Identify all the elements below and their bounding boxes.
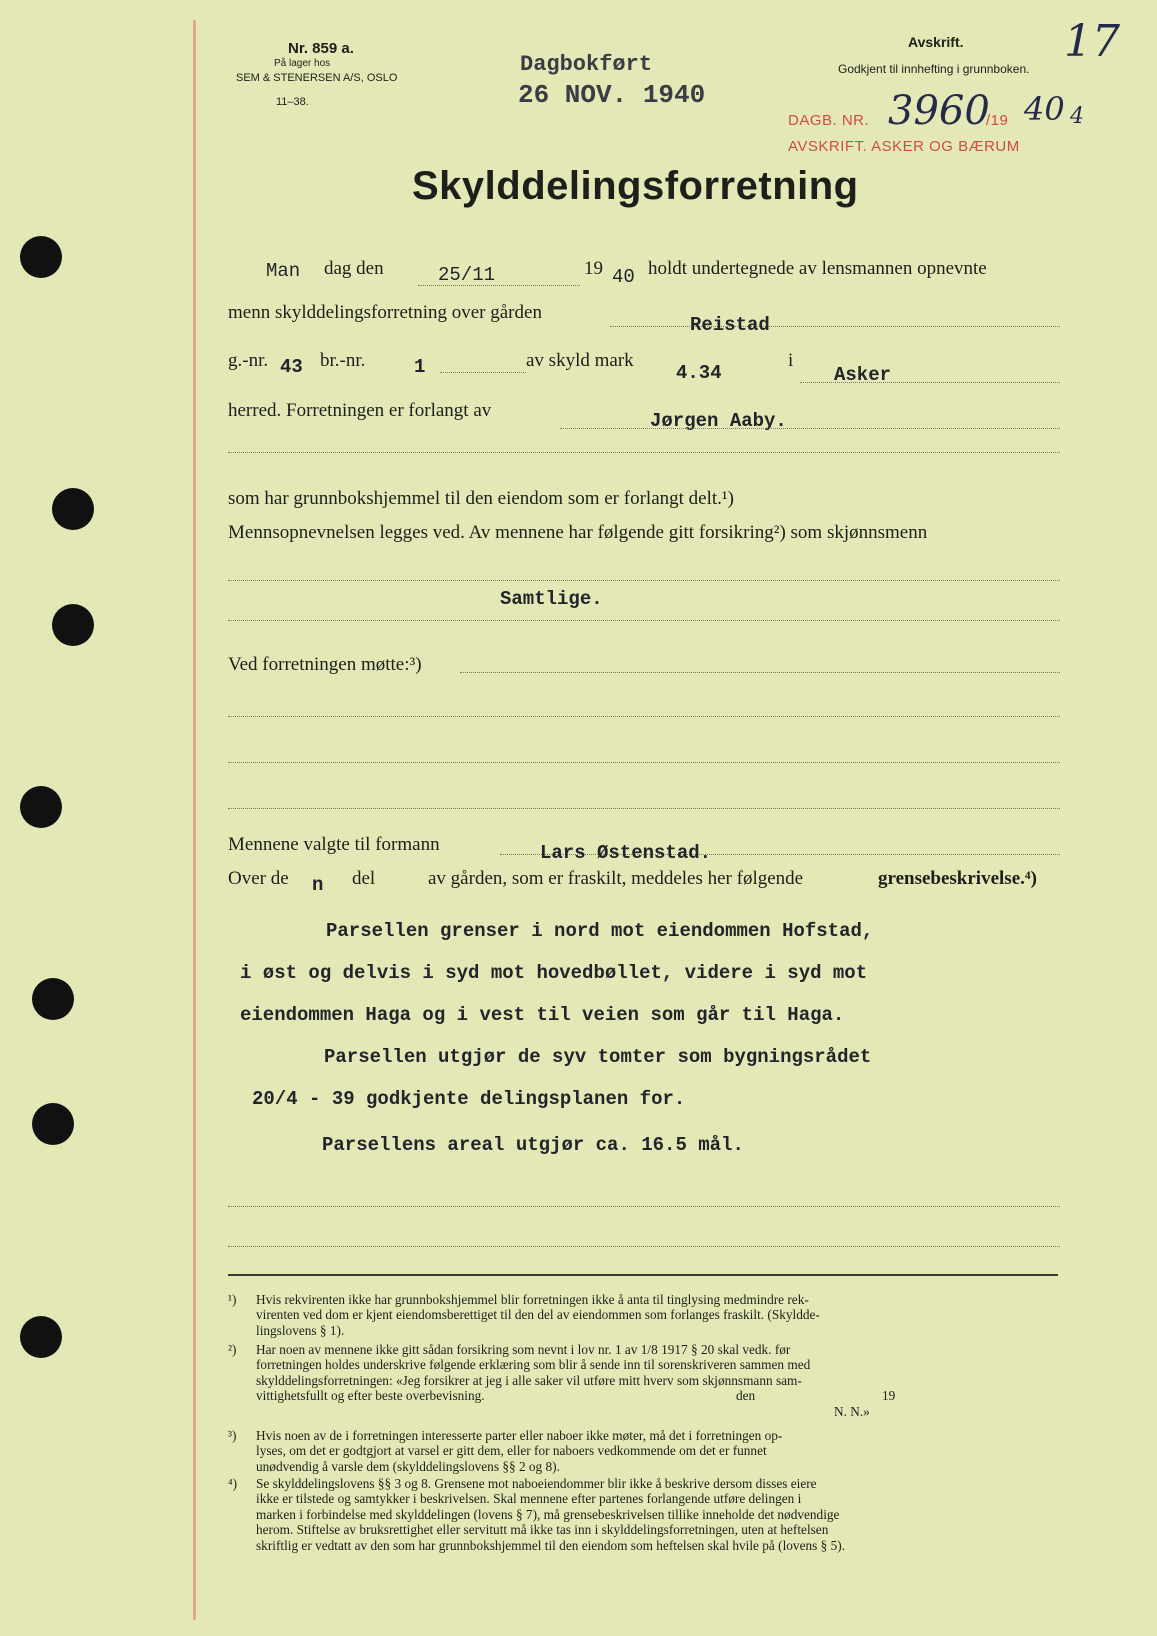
dotted-line <box>228 452 1060 453</box>
label-formann: Mennene valgte til formann <box>228 834 440 855</box>
copy-note: Godkjent til innhefting i grunnboken. <box>838 62 1030 76</box>
description-line: 20/4 - 39 godkjente delingsplanen for. <box>252 1088 686 1110</box>
footnote-text: Se skylddelingslovens §§ 3 og 8. Grensene mot naboeiendommer blir ikke å beskrive dersom disses eiere ikke er tilstede og samtykker i beskrivelsen. Skal mennene efter partenes forlangende utføre delingen i marken i forbindelse med skylddelingen (lovens § 7), må grensebeskrivelsen tillike inneholde det nødvendige herom. Stiftelse av bruksrettighet eller servitutt må ikke tas inn i skylddelingsforretningen, uten at heftelsen skriftlig er vedtatt av den som har grunnbokshjemmel til den eiendom som heftelsen skal hvile på (lovens § 5). <box>256 1476 845 1553</box>
punch-hole <box>52 488 94 530</box>
weekday: Man <box>266 260 301 282</box>
footnote-number: ³) <box>228 1428 237 1443</box>
dotted-line <box>228 808 1060 809</box>
footnote <box>228 1342 1058 1406</box>
dotted-line <box>228 762 1060 763</box>
description-line: i øst og delvis i syd mot hovedbøllet, videre i syd mot <box>240 962 868 984</box>
description-line: Parsellens areal utgjør ca. 16.5 mål. <box>322 1134 744 1156</box>
label-skyld: av skyld mark <box>526 350 634 371</box>
dotted-line <box>228 716 1060 717</box>
label-del: del <box>352 868 376 889</box>
punch-hole <box>20 786 62 828</box>
publisher-line2: SEM & STENERSEN A/S, OSLO <box>236 72 398 84</box>
dagb-number: 3960 <box>888 88 990 134</box>
dagb-year-prefix: /19 <box>986 112 1009 129</box>
requested-by: Jørgen Aaby. <box>650 410 787 432</box>
dagb-label: DAGB. NR. <box>788 112 870 129</box>
dotted-line <box>460 672 1060 673</box>
brnr-value: 1 <box>414 356 426 378</box>
registered-stamp: Dagbokført <box>520 52 653 77</box>
label-menn: menn skylddelingsforretning over gården <box>228 302 542 323</box>
footnote-number: ²) <box>228 1342 237 1357</box>
page-title: Skylddelingsforretning <box>412 164 859 208</box>
label-over-de: Over de <box>228 868 289 889</box>
year-prefix: 19 <box>584 258 603 279</box>
label-grense: grensebeskrivelse.⁴) <box>878 868 1037 889</box>
over-de-value: n <box>312 874 324 896</box>
label-holdt: holdt undertegnede av lensmannen opnevnte <box>648 258 987 279</box>
punch-hole <box>32 1103 74 1145</box>
dotted-line <box>228 1206 1060 1207</box>
dotted-line <box>610 326 1060 327</box>
label-herred: herred. Forretningen er forlangt av <box>228 400 492 421</box>
label-av-garden: av gården, som er fraskilt, meddeles her følgende <box>428 868 804 889</box>
punch-hole <box>20 1316 62 1358</box>
municipality: Asker <box>834 364 892 386</box>
dotted-line <box>440 372 526 373</box>
farm-name: Reistad <box>690 314 770 336</box>
punch-hole <box>32 978 74 1020</box>
dotted-line <box>560 428 1060 429</box>
assurance-value: Samtlige. <box>500 588 603 610</box>
copy-label: Avskrift. <box>908 34 964 50</box>
footnote-text: Har noen av mennene ikke gitt sådan forsikring som nevnt i lov nr. 1 av 1/8 1917 § 20 skal vedk. før forretningen holdes underskrive følgende erklæring som blir å sende inn til sorenskriveren sammen med skylddelingsforretningen: «Jeg forsikrer at jeg i alle saker vil utføre mitt hverv som skjønnsmann sam- vittighetsfullt og efter beste overbevisning. <box>256 1342 811 1404</box>
publisher-line1: På lager hos <box>274 58 331 69</box>
punch-hole <box>20 236 62 278</box>
footnote-text: Hvis rekvirenten ikke har grunnbokshjemmel blir forretningen ikke å anta til tinglysing medmindre rek- virenten ved dom er kjent eiendomsberettiget til den del av eiendommen som forlanges fraskilt. (Skyldde- lingslovens § 1). <box>256 1292 820 1338</box>
dagb-year: 40 <box>1024 90 1065 128</box>
date-value: 25/11 <box>438 264 496 286</box>
dotted-line <box>228 620 1060 621</box>
footnote-text: Hvis noen av de i forretningen interesserte parter eller naboer ikke møter, må det i forretningen op- lyses, om det er godtgjort at varsel er gitt dem, eller for naboers vedkommende om det er funnet unødvendig å varsle dem (skylddelingslovens §§ 2 og 8). <box>256 1428 783 1474</box>
footnote <box>228 1476 1058 1556</box>
office-stamp: AVSKRIFT. ASKER OG BÆRUM <box>788 138 1020 155</box>
description-line: eiendommen Haga og i vest til veien som går til Haga. <box>240 1004 845 1026</box>
dotted-line <box>800 382 1060 383</box>
footnote-sig-year: 19 <box>882 1388 896 1403</box>
dagb-suffix: 4 <box>1070 104 1084 129</box>
margin-rule <box>193 20 196 1620</box>
dotted-line <box>418 285 580 286</box>
dotted-line <box>228 580 1060 581</box>
registered-date-stamp: 26 NOV. 1940 <box>518 80 706 110</box>
label-motte: Ved forretningen møtte:³) <box>228 654 422 675</box>
year-value: 40 <box>612 266 635 288</box>
label-brnr: br.-nr. <box>320 350 366 371</box>
dotted-line <box>228 1246 1060 1247</box>
footnote-number: ¹) <box>228 1292 237 1307</box>
footnote-sig-nn: N. N.» <box>834 1404 870 1419</box>
footnote-number: ⁴) <box>228 1476 238 1491</box>
punch-hole <box>52 604 94 646</box>
footnote <box>228 1428 1058 1476</box>
form-date: 11–38. <box>276 96 309 108</box>
page-number: 17 <box>1064 16 1120 67</box>
footnote-sig-den: den <box>736 1388 756 1403</box>
chairman: Lars Østenstad. <box>540 842 712 864</box>
footnote-rule <box>228 1274 1058 1276</box>
label-dag-den: dag den <box>324 258 384 279</box>
label-grunnbok: som har grunnbokshjemmel til den eiendom som er forlangt delt.¹) <box>228 488 734 509</box>
footnote <box>228 1292 1058 1340</box>
skyld-value: 4.34 <box>676 362 722 384</box>
label-gnr: g.-nr. <box>228 350 269 371</box>
label-i: i <box>788 350 794 371</box>
gnr-value: 43 <box>280 356 303 378</box>
form-number: Nr. 859 a. <box>288 40 354 57</box>
label-menns: Mennsopnevnelsen legges ved. Av mennene har følgende gitt forsikring²) som skjønnsmenn <box>228 522 928 543</box>
description-line: Parsellen utgjør de syv tomter som bygningsrådet <box>324 1046 872 1068</box>
description-line: Parsellen grenser i nord mot eiendommen Hofstad, <box>326 920 874 942</box>
